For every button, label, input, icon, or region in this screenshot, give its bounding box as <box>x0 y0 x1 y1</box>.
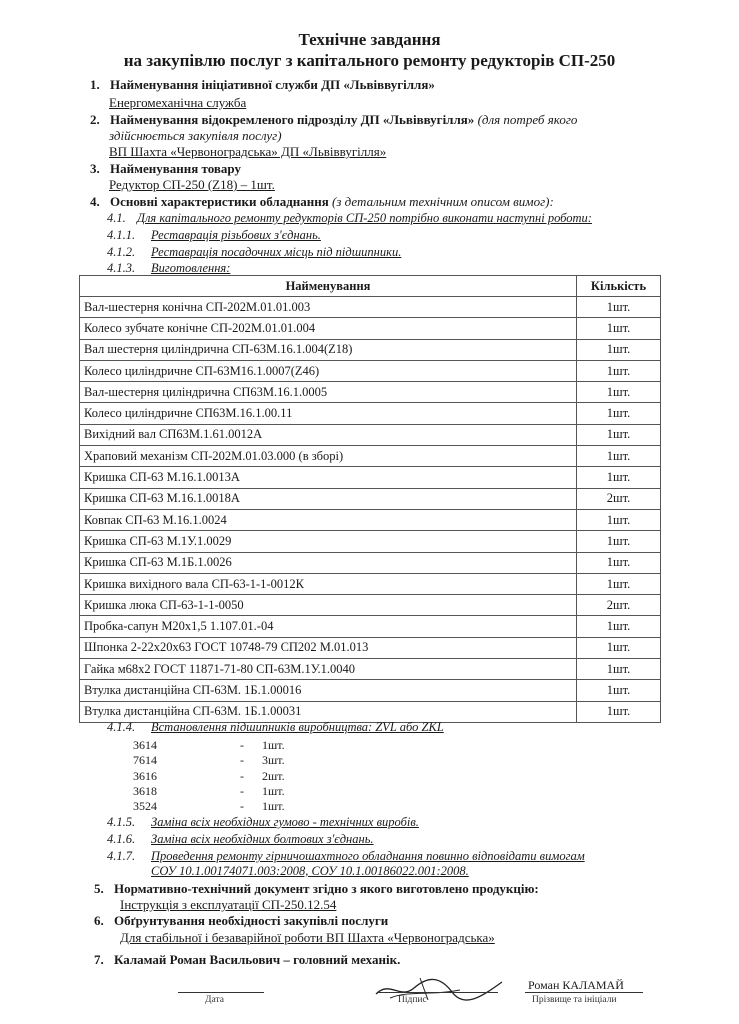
section-5-heading: 5. Нормативно-технічний документ згідно з якого виготовлено продукцію: <box>94 881 539 896</box>
subsection-4-1: 4.1. Для капітального ремонту редукторів СП-250 потрібно виконати наступні роботи: <box>107 211 592 225</box>
table-row <box>80 297 661 318</box>
subsection-4-1-7: 4.1.7. Проведення ремонту гірничошахтного обладнання повинно відповідати вимогам <box>107 849 585 863</box>
list-item: 7614 - 3шт. <box>133 753 285 768</box>
item-qty: 1шт. <box>577 616 661 637</box>
item-qty: 2шт. <box>577 488 661 509</box>
item-name: Храповий механізм СП-202М.01.03.000 (в зборі) <box>80 446 577 467</box>
section-7-heading: 7. Каламай Роман Васильович – головний механік. <box>94 952 401 967</box>
list-item: 3618 - 1шт. <box>133 783 285 798</box>
item-name: Кришка вихідного вала СП-63-1-1-0012К <box>80 573 577 594</box>
subsection-4-1-3: 4.1.3. Виготовлення: <box>107 261 231 275</box>
list-item: 3614 - 1шт. <box>133 738 285 752</box>
table-row <box>80 318 661 339</box>
item-qty: 1шт. <box>577 339 661 360</box>
column-header-name: Найменування <box>80 276 577 297</box>
section-2-note: здійснюється закупівля послуг) <box>109 128 282 143</box>
section-5-value: Інструкція з експлуатації СП-250.12.54 <box>120 897 337 912</box>
signer-name: Роман КАЛАМАЙ <box>528 978 624 992</box>
item-qty: 1шт. <box>577 659 661 680</box>
subsection-4-1-5: 4.1.5. Заміна всіх необхідних гумово - технічних виробів. <box>107 815 419 829</box>
item-name: Кришка СП-63 М.1У.1.0029 <box>80 531 577 552</box>
item-name: Шпонка 2-22х20х63 ГОСТ 10748-79 СП202 М.01.013 <box>80 637 577 658</box>
item-name: Ковпак СП-63 М.16.1.0024 <box>80 509 577 530</box>
table-row <box>80 424 661 445</box>
item-name: Колесо циліндричне СП-63М16.1.0007(Z46) <box>80 360 577 381</box>
document-subtitle: на закупівлю послуг з капітального ремонту редукторів СП-250 <box>123 51 616 70</box>
table-row <box>80 552 661 573</box>
name-line <box>525 992 643 993</box>
bearings-list <box>133 738 285 814</box>
list-item: 3616 - 2шт. <box>133 768 285 783</box>
handwritten-signature-icon <box>370 970 510 1004</box>
table-row <box>80 659 661 680</box>
name-caption: Прізвище та ініціали <box>532 995 617 1005</box>
section-4-heading: 4. Основні характеристики обладнання (з детальним технічним описом вимог): <box>90 194 554 209</box>
item-qty: 1шт. <box>577 318 661 339</box>
item-name: Вал-шестерня конічна СП-202М.01.01.003 <box>80 297 577 318</box>
item-name: Кришка люка СП-63-1-1-0050 <box>80 595 577 616</box>
subsection-4-1-6: 4.1.6. Заміна всіх необхідних болтових з'єднань. <box>107 832 374 846</box>
item-qty: 1шт. <box>577 573 661 594</box>
subsection-4-1-7-line2: СОУ 10.1.00174071.003:2008, СОУ 10.1.00186022.001:2008. <box>151 864 469 878</box>
item-name: Втулка дистанційна СП-63М. 1Б.1.00031 <box>80 701 577 722</box>
item-qty: 1шт. <box>577 382 661 403</box>
section-6-heading: 6. Обґрунтування необхідності закупівлі послуги <box>94 913 389 928</box>
table-header-row <box>80 276 661 297</box>
table-row <box>80 488 661 509</box>
section-1-heading: 1. Найменування ініціативної служби ДП «Львіввугілля» <box>90 77 435 92</box>
item-name: Колесо циліндричне СП63М.16.1.00.11 <box>80 403 577 424</box>
section-1-value: Енергомеханічна служба <box>109 95 247 110</box>
item-qty: 2шт. <box>577 595 661 616</box>
section-2-heading: 2. Найменування відокремленого підрозділу ДП «Львіввугілля» (для потреб якого <box>90 112 578 127</box>
subsection-4-1-1: 4.1.1. Реставрація різьбових з'єднань. <box>107 228 321 242</box>
item-qty: 1шт. <box>577 637 661 658</box>
item-name: Вал-шестерня циліндрична СП63М.16.1.0005 <box>80 382 577 403</box>
table-row <box>80 616 661 637</box>
section-3-heading: 3. Найменування товару <box>90 161 241 176</box>
section-6-value: Для стабільної і безаварійної роботи ВП Шахта «Червоноградська» <box>120 930 495 945</box>
table-row <box>80 531 661 552</box>
item-qty: 1шт. <box>577 360 661 381</box>
item-name: Гайка м68х2 ГОСТ 11871-71-80 СП-63М.1У.1.0040 <box>80 659 577 680</box>
item-qty: 1шт. <box>577 680 661 701</box>
item-qty: 1шт. <box>577 297 661 318</box>
table-row <box>80 339 661 360</box>
table-row <box>80 509 661 530</box>
document-title: Технічне завдання <box>298 30 441 49</box>
item-name: Пробка-сапун М20х1,5 1.107.01.-04 <box>80 616 577 637</box>
table-row <box>80 403 661 424</box>
item-name: Вал шестерня циліндрична СП-63М.16.1.004(Z18) <box>80 339 577 360</box>
column-header-qty: Кількість <box>577 276 661 297</box>
subsection-4-1-2: 4.1.2. Реставрація посадочних місць під підшипники. <box>107 245 402 259</box>
section-2-value: ВП Шахта «Червоноградська» ДП «Львіввугілля» <box>109 144 387 159</box>
date-caption: Дата <box>205 995 224 1005</box>
items-table <box>79 275 661 723</box>
table-row <box>80 573 661 594</box>
item-qty: 1шт. <box>577 552 661 573</box>
item-qty: 1шт. <box>577 531 661 552</box>
item-name: Кришка СП-63 М.16.1.0013А <box>80 467 577 488</box>
table-row <box>80 467 661 488</box>
signature-caption: Підпис <box>398 995 427 1005</box>
table-row <box>80 446 661 467</box>
item-name: Колесо зубчате конічне СП-202М.01.01.004 <box>80 318 577 339</box>
item-name: Кришка СП-63 М.1Б.1.0026 <box>80 552 577 573</box>
item-name: Втулка дистанційна СП-63М. 1Б.1.00016 <box>80 680 577 701</box>
table-row <box>80 595 661 616</box>
item-name: Вихідний вал СП63М.1.61.0012А <box>80 424 577 445</box>
date-line <box>178 992 264 993</box>
item-name: Кришка СП-63 М.16.1.0018А <box>80 488 577 509</box>
item-qty: 1шт. <box>577 701 661 722</box>
subsection-4-1-4: 4.1.4. Встановлення підшипників виробництва: ZVL або ZKL <box>107 720 444 734</box>
item-qty: 1шт. <box>577 509 661 530</box>
table-row <box>80 382 661 403</box>
table-row <box>80 360 661 381</box>
signature-line <box>378 992 498 993</box>
section-3-value: Редуктор СП-250 (Z18) – 1шт. <box>109 177 275 192</box>
item-qty: 1шт. <box>577 403 661 424</box>
list-item: 3524 - 1шт. <box>133 799 285 814</box>
item-qty: 1шт. <box>577 424 661 445</box>
table-row <box>80 637 661 658</box>
item-qty: 1шт. <box>577 446 661 467</box>
table-row <box>80 680 661 701</box>
item-qty: 1шт. <box>577 467 661 488</box>
